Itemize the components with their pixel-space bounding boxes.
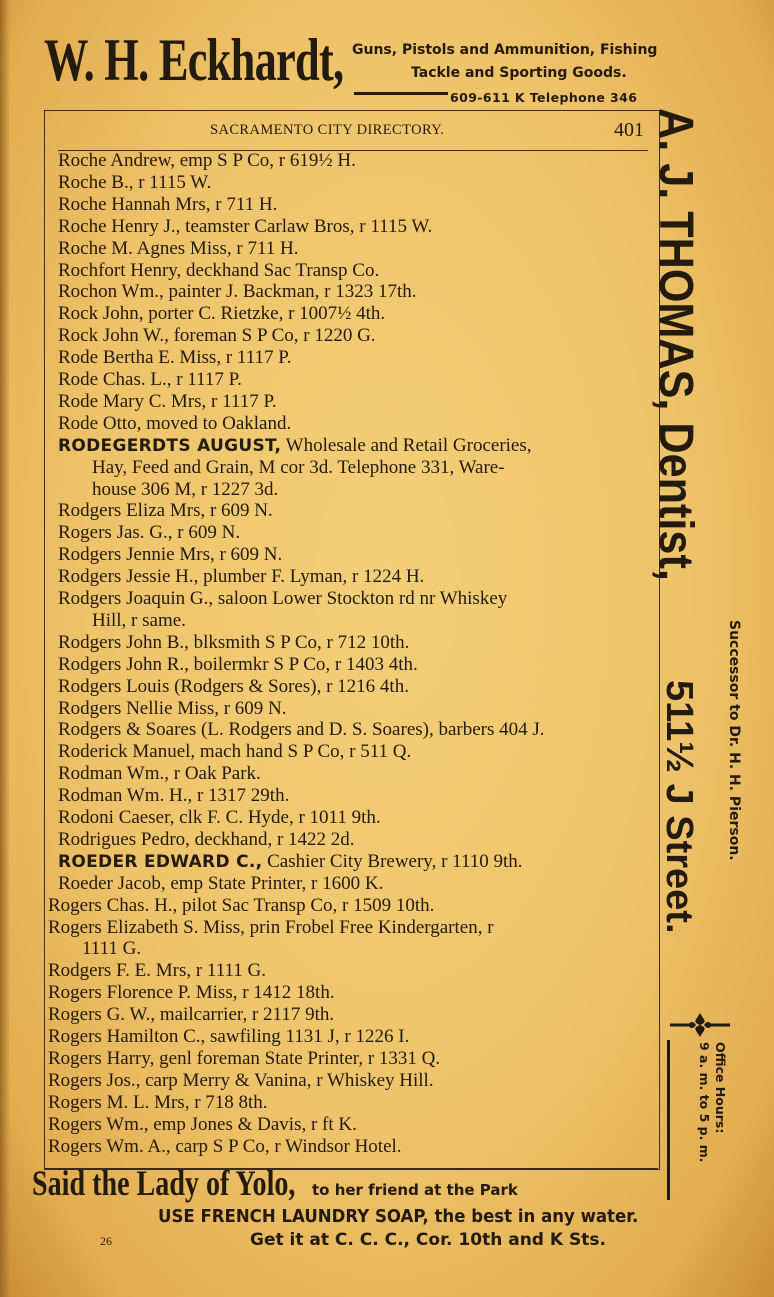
ornament-icon: [668, 1010, 732, 1040]
entry-text: Rode Otto, moved to Oakland.: [58, 412, 292, 434]
entry-text: Rogers Jas. G., r 609 N.: [58, 522, 241, 544]
directory-entry: [58, 325, 376, 347]
directory-entry: [58, 785, 289, 807]
entry-text: Roche B., r 1115 W.: [58, 171, 212, 193]
directory-entry: [58, 238, 299, 260]
directory-entry: [82, 938, 141, 960]
directory-entry: [58, 500, 273, 522]
entry-text: Rogers Jos., carp Merry & Vanina, r Whiskey Hill.: [48, 1069, 434, 1091]
entry-text: Rodoni Caeser, clk F. C. Hyde, r 1011 9th.: [58, 807, 381, 828]
directory-entry: [58, 719, 545, 741]
entry-text: Rogers Wm. A., carp S P Co, r Windsor Hotel.: [48, 1135, 402, 1157]
entry-text: Rock John W., foreman S P Co, r 1220 G.: [58, 325, 376, 347]
entry-text: Rodgers Nellie Miss, r 609 N.: [58, 697, 287, 719]
entry-text: Roche M. Agnes Miss, r 711 H.: [58, 237, 299, 259]
directory-entry: [58, 807, 381, 829]
thomas-dentist-ad: A. J. THOMAS, Dentist,: [649, 108, 702, 581]
entry-text: Cashier City Brewery, r 1110 9th.: [262, 850, 523, 872]
directory-entry: [58, 281, 416, 303]
directory-entry: [58, 741, 411, 763]
entry-text: Rodgers F. E. Mrs, r 1111 G.: [48, 960, 267, 982]
directory-entry: [92, 479, 278, 501]
directory-entry: [58, 654, 418, 676]
entry-text: Roche Andrew, emp S P Co, r 619½ H.: [58, 150, 356, 171]
entry-text: Rodman Wm., r Oak Park.: [58, 763, 261, 785]
entry-text: Rochfort Henry, deckhand Sac Transp Co.: [58, 259, 380, 281]
directory-entry: [58, 588, 507, 610]
directory-entry: [58, 150, 356, 172]
eckhardt-goods-line-2: Tackle and Sporting Goods.: [411, 65, 627, 81]
directory-entry: [58, 829, 355, 851]
directory-entry: [58, 676, 409, 698]
lady-of-yolo-subline: to her friend at the Park: [312, 1181, 518, 1199]
entry-text: Rodgers Joaquin G., saloon Lower Stockton rd nr Whiskey: [58, 588, 508, 609]
directory-entry: [48, 960, 266, 982]
directory-entry: [48, 1026, 409, 1048]
directory-entry: [58, 216, 432, 238]
directory-entry: [58, 391, 277, 413]
directory-entry: [58, 632, 409, 654]
hours-rule-left: [667, 1040, 670, 1200]
directory-entry: [58, 260, 379, 282]
entry-text: Rodman Wm. H., r 1317 29th.: [58, 785, 290, 807]
directory-entry: [48, 1092, 268, 1114]
directory-entry: [58, 851, 523, 873]
directory-entry: [48, 1114, 357, 1136]
directory-entry: [48, 1136, 402, 1158]
entry-text: Rogers Chas. H., pilot Sac Transp Co, r 1509 10th.: [48, 894, 435, 916]
entry-bold-name: RODEGERDTS AUGUST,: [58, 435, 282, 456]
entry-text: Rodgers Eliza Mrs, r 609 N.: [58, 500, 273, 522]
entry-text: Rode Chas. L., r 1117 P.: [58, 369, 242, 390]
directory-entry: [58, 566, 424, 588]
page-number: 401: [614, 119, 644, 141]
entry-text: Roderick Manuel, mach hand S P Co, r 511 Q.: [58, 741, 412, 763]
directory-entry: [58, 522, 240, 544]
directory-entry: [48, 895, 434, 917]
office-hours-time: 9 a. m. to 5 p. m.: [697, 1042, 712, 1163]
entry-text: Roeder Jacob, emp State Printer, r 1600 K.: [58, 872, 384, 894]
entry-text: Rock John, porter C. Rietzke, r 1007½ 4th.: [58, 303, 386, 325]
directory-entry: [48, 1048, 440, 1070]
entry-text: Roche Hannah Mrs, r 711 H.: [58, 193, 278, 215]
entry-text: Rodgers John B., blksmith S P Co, r 712 10th.: [58, 631, 410, 653]
office-hours: [696, 1042, 728, 1163]
entry-text: house 306 M, r 1227 3d.: [92, 478, 279, 500]
entry-text: Hay, Feed and Grain, M cor 3d. Telephone 331, Ware-: [92, 456, 505, 478]
entry-text: Rogers Elizabeth S. Miss, prin Frobel Free Kindergarten, r: [48, 916, 494, 938]
office-hours-label: Office Hours:: [713, 1042, 728, 1134]
directory-entry: [48, 982, 335, 1004]
entry-text: Rogers Hamilton C., sawfiling 1131 J, r 1226 I.: [48, 1026, 410, 1047]
directory-entry: [92, 610, 186, 632]
entry-text: Rode Mary C. Mrs, r 1117 P.: [58, 390, 277, 412]
entry-text: Rodgers John R., boilermkr S P Co, r 1403 4th.: [58, 653, 418, 675]
lady-of-yolo-headline: Said the Lady of Yolo,: [32, 1163, 296, 1203]
eckhardt-address: 609-611 K Telephone 346: [450, 90, 638, 105]
entry-text: Roche Henry J., teamster Carlaw Bros, r 1115 W.: [58, 215, 433, 237]
directory-entry: [58, 698, 287, 720]
entry-text: Rogers Florence P. Miss, r 1412 18th.: [48, 982, 335, 1004]
directory-entry: [48, 1004, 334, 1026]
entry-text: Rodgers & Soares (L. Rodgers and D. S. Soares), barbers 404 J.: [58, 719, 545, 741]
directory-entry: [58, 413, 291, 435]
soap-slogan: USE FRENCH LAUNDRY SOAP, the best in any water.: [158, 1206, 639, 1227]
entry-text: Rodgers Jennie Mrs, r 609 N.: [58, 544, 283, 566]
folio-number: 26: [100, 1234, 112, 1248]
entry-bold-name: ROEDER EDWARD C.,: [58, 851, 263, 872]
directory-entry: [48, 1070, 434, 1092]
directory-entry: [58, 763, 261, 785]
directory-entry: [58, 347, 291, 369]
entry-text: Rogers M. L. Mrs, r 718 8th.: [48, 1091, 268, 1113]
directory-entry: [58, 194, 277, 216]
directory-entry: [58, 873, 383, 895]
entry-text: Rogers G. W., mailcarrier, r 2117 9th.: [48, 1004, 335, 1026]
entry-text: Rogers Harry, genl foreman State Printer, r 1331 Q.: [48, 1047, 441, 1069]
entry-text: Rodgers Louis (Rodgers & Sores), r 1216 4th.: [58, 675, 409, 697]
directory-entry: [58, 172, 211, 194]
directory-entry: [92, 457, 505, 479]
entry-text: 1111 G.: [82, 938, 142, 960]
entry-text: Hill, r same.: [92, 609, 186, 631]
thomas-street-address: 511½ J Street.: [658, 680, 700, 934]
running-head: SACRAMENTO CITY DIRECTORY.: [210, 122, 445, 138]
directory-entry: [58, 544, 282, 566]
entry-text: Rode Bertha E. Miss, r 1117 P.: [58, 347, 292, 369]
entry-text: Rochon Wm., painter J. Backman, r 1323 17th.: [58, 281, 417, 303]
directory-entry: [58, 369, 242, 391]
entry-text: Rodgers Jessie H., plumber F. Lyman, r 1224 H.: [58, 566, 425, 588]
soap-where-to-buy: Get it at C. C. C., Cor. 10th and K Sts.: [250, 1230, 606, 1250]
entry-text: Rogers Wm., emp Jones & Davis, r ft K.: [48, 1113, 357, 1135]
directory-entry: [48, 917, 494, 939]
eckhardt-goods-line-1: Guns, Pistols and Ammunition, Fishing: [352, 42, 658, 58]
entry-text: Wholesale and Retail Groceries,: [281, 434, 532, 456]
directory-entry: [58, 435, 532, 457]
thomas-successor-note: Successor to Dr. H. H. Pierson.: [726, 620, 742, 861]
directory-entry: [58, 303, 385, 325]
eckhardt-name: W. H. Eckhardt,: [44, 27, 344, 93]
entry-text: Rodrigues Pedro, deckhand, r 1422 2d.: [58, 828, 355, 850]
